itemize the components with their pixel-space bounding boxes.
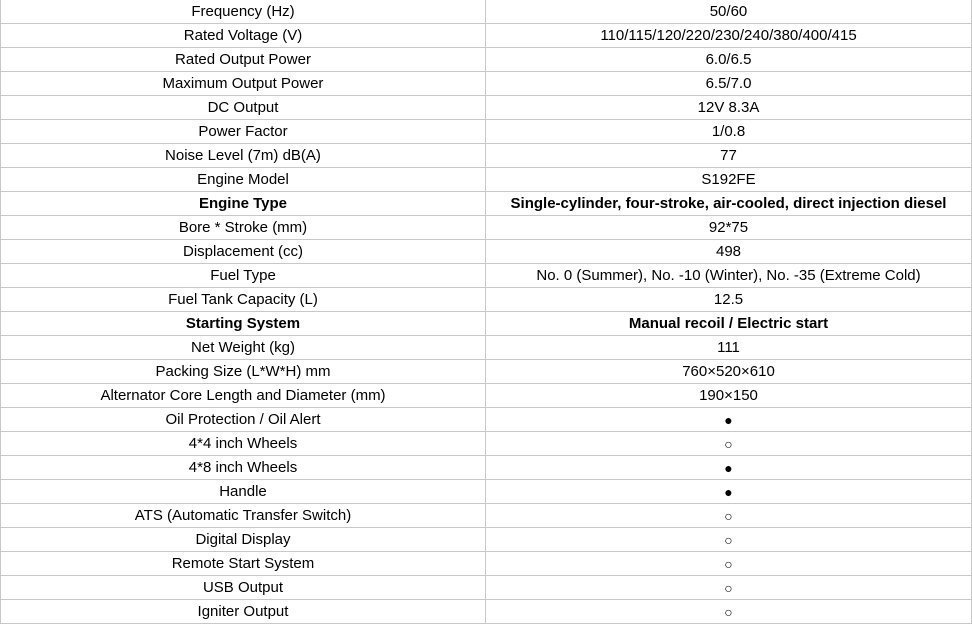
spec-value: Manual recoil / Electric start: [486, 312, 972, 336]
table-row: [1, 432, 972, 456]
spec-label: Handle: [1, 480, 486, 504]
spec-label: 4*4 inch Wheels: [1, 432, 486, 456]
spec-value: 12.5: [486, 288, 972, 312]
spec-label: Fuel Tank Capacity (L): [1, 288, 486, 312]
spec-label: Rated Voltage (V): [1, 24, 486, 48]
spec-availability-mark: ●: [486, 480, 972, 504]
spec-value: 50/60: [486, 0, 972, 24]
spec-value: 12V 8.3A: [486, 96, 972, 120]
spec-value: 760×520×610: [486, 360, 972, 384]
spec-availability-mark: ●: [486, 408, 972, 432]
spec-availability-mark: ○: [486, 432, 972, 456]
spec-label: Rated Output Power: [1, 48, 486, 72]
spec-availability-mark: ○: [486, 504, 972, 528]
spec-label: 4*8 inch Wheels: [1, 456, 486, 480]
spec-availability-mark: ○: [486, 528, 972, 552]
spec-label: Starting System: [1, 312, 486, 336]
spec-value: 92*75: [486, 216, 972, 240]
spec-value: 77: [486, 144, 972, 168]
spec-value: 190×150: [486, 384, 972, 408]
spec-table-body: [1, 0, 972, 624]
table-row: [1, 408, 972, 432]
spec-value: S192FE: [486, 168, 972, 192]
spec-label: Remote Start System: [1, 552, 486, 576]
table-row: [1, 312, 972, 336]
spec-label: Engine Type: [1, 192, 486, 216]
spec-label: Bore * Stroke (mm): [1, 216, 486, 240]
table-row: [1, 120, 972, 144]
spec-label: Net Weight (kg): [1, 336, 486, 360]
table-row: [1, 72, 972, 96]
table-row: [1, 336, 972, 360]
spec-availability-mark: ○: [486, 576, 972, 600]
spec-value: 110/115/120/220/230/240/380/400/415: [486, 24, 972, 48]
table-row: [1, 192, 972, 216]
table-row: [1, 216, 972, 240]
spec-label: Oil Protection / Oil Alert: [1, 408, 486, 432]
spec-value: Single-cylinder, four-stroke, air-cooled, direct injection diesel: [486, 192, 972, 216]
spec-availability-mark: ●: [486, 456, 972, 480]
table-row: [1, 96, 972, 120]
spec-label: Engine Model: [1, 168, 486, 192]
table-row: [1, 384, 972, 408]
table-row: [1, 456, 972, 480]
spec-label: Noise Level (7m) dB(A): [1, 144, 486, 168]
spec-value: 1/0.8: [486, 120, 972, 144]
spec-value: 6.5/7.0: [486, 72, 972, 96]
spec-label: Maximum Output Power: [1, 72, 486, 96]
table-row: [1, 600, 972, 624]
spec-label: Displacement (cc): [1, 240, 486, 264]
spec-label: Frequency (Hz): [1, 0, 486, 24]
spec-value: 6.0/6.5: [486, 48, 972, 72]
table-row: [1, 48, 972, 72]
table-row: [1, 168, 972, 192]
spec-availability-mark: ○: [486, 600, 972, 624]
table-row: [1, 528, 972, 552]
table-row: [1, 552, 972, 576]
table-row: [1, 288, 972, 312]
table-row: [1, 240, 972, 264]
table-row: [1, 576, 972, 600]
spec-label: Igniter Output: [1, 600, 486, 624]
spec-label: ATS (Automatic Transfer Switch): [1, 504, 486, 528]
spec-label: DC Output: [1, 96, 486, 120]
spec-label: Alternator Core Length and Diameter (mm): [1, 384, 486, 408]
table-row: [1, 144, 972, 168]
spec-value: 111: [486, 336, 972, 360]
spec-label: Packing Size (L*W*H) mm: [1, 360, 486, 384]
table-row: [1, 480, 972, 504]
table-row: [1, 360, 972, 384]
spec-label: Digital Display: [1, 528, 486, 552]
spec-label: Power Factor: [1, 120, 486, 144]
spec-label: USB Output: [1, 576, 486, 600]
spec-value: No. 0 (Summer), No. -10 (Winter), No. -35 (Extreme Cold): [486, 264, 972, 288]
table-row: [1, 504, 972, 528]
table-row: [1, 24, 972, 48]
spec-value: 498: [486, 240, 972, 264]
spec-availability-mark: ○: [486, 552, 972, 576]
spec-label: Fuel Type: [1, 264, 486, 288]
table-row: [1, 264, 972, 288]
table-row: [1, 0, 972, 24]
